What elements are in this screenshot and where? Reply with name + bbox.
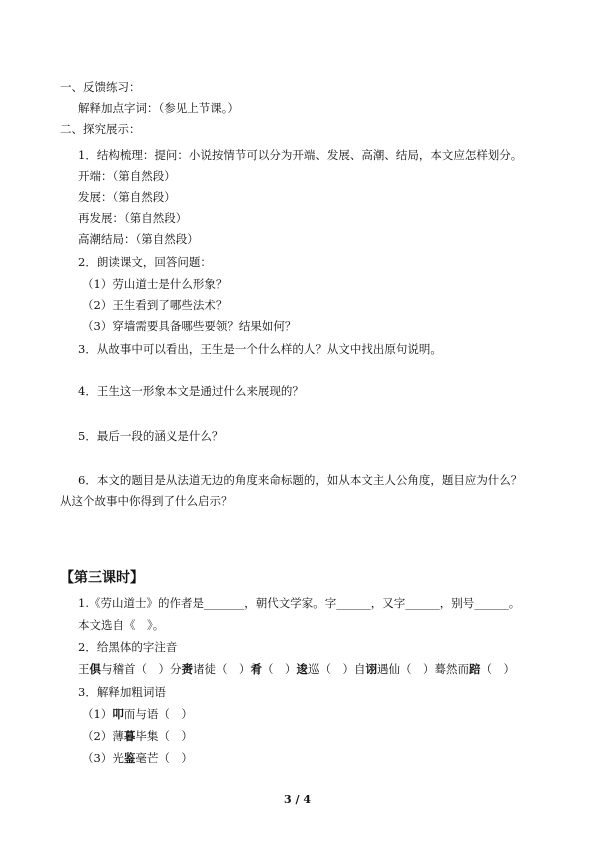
section-two-title: 二、探究展示： — [60, 122, 141, 136]
bold-char: 诩 — [365, 662, 377, 676]
text: 毕集（ ） — [135, 729, 193, 743]
lesson-three-question-1-source: 本文选自《 》。 — [78, 618, 165, 632]
question-6-line-1: 6．本文的题目是从法道无边的角度来命标题的，如从本文主人公角度，题目应为什么？ — [78, 473, 523, 487]
question-5: 5．最后一段的涵义是什么？ — [78, 429, 224, 443]
question-4: 4．王生这一形象本文是通过什么来展现的？ — [78, 384, 304, 398]
text: 遇仙（ ）蓦然而 — [377, 662, 469, 676]
bold-char: 俱 — [89, 662, 101, 676]
section-one-line: 解释加点字词：（参见上节课。） — [78, 101, 239, 115]
text: 毫芒（ ） — [135, 751, 193, 765]
pinyin-line — [78, 662, 515, 676]
lesson-three-question-2: 2．给黑体的字注音 — [78, 640, 178, 654]
structure-item: 高潮结局：（第自然段） — [78, 232, 199, 246]
structure-item: 发展：（第自然段） — [78, 190, 176, 204]
vocab-item — [82, 751, 193, 765]
bold-char: 叩 — [112, 707, 124, 721]
text: （ ） — [262, 662, 297, 676]
text: 诸徒（ ） — [193, 662, 251, 676]
bold-char: 踣 — [469, 662, 481, 676]
text: 而与语（ ） — [123, 707, 193, 721]
text: 与稽首（ ）分 — [101, 662, 182, 676]
lesson-three-question-1: 1.《劳山道士》的作者是_______，朝代文学家。字______，又字______，别号______。 — [78, 596, 521, 610]
subquestion: （1）劳山道士是什么形象？ — [82, 277, 228, 291]
question-6-line-2: 从这个故事中你得到了什么启示？ — [60, 494, 233, 508]
lesson-three-heading: 【第三课时】 — [60, 570, 144, 586]
bold-char: 鉴 — [123, 751, 136, 765]
question-3: 3．从故事中可以看出，王生是一个什么样的人？从文中找出原句说明。 — [78, 342, 442, 356]
text: 巡（ ）自 — [308, 662, 366, 676]
lesson-three-question-3: 3．解释加粗词语 — [78, 685, 166, 699]
section-one-title: 一、反馈练习： — [60, 80, 141, 94]
structure-item: 再发展：（第自然段） — [78, 211, 188, 225]
text: 王 — [78, 662, 90, 676]
bold-char: 肴 — [250, 662, 262, 676]
bold-char: 赉 — [181, 662, 193, 676]
subquestion: （2）王生看到了哪些法术？ — [82, 298, 228, 312]
question-2: 2．朗读课文，回答问题： — [78, 255, 212, 269]
vocab-item — [82, 707, 193, 721]
bold-char: 暮 — [123, 729, 136, 743]
vocab-item — [82, 729, 193, 743]
text: （2）薄 — [82, 729, 124, 743]
text: （1） — [82, 707, 113, 721]
page-number: 3 / 4 — [284, 793, 311, 806]
bold-char: 逡 — [296, 662, 308, 676]
structure-item: 开端：（第自然段） — [78, 169, 176, 183]
subquestion: （3）穿墙需要具备哪些要领？结果如何？ — [82, 319, 297, 333]
text: （3）光 — [82, 751, 124, 765]
text: （ ） — [480, 662, 515, 676]
question-1: 1．结构梳理：提问：小说按情节可以分为开端、发展、高潮、结局，本文应怎样划分。 — [78, 148, 523, 162]
